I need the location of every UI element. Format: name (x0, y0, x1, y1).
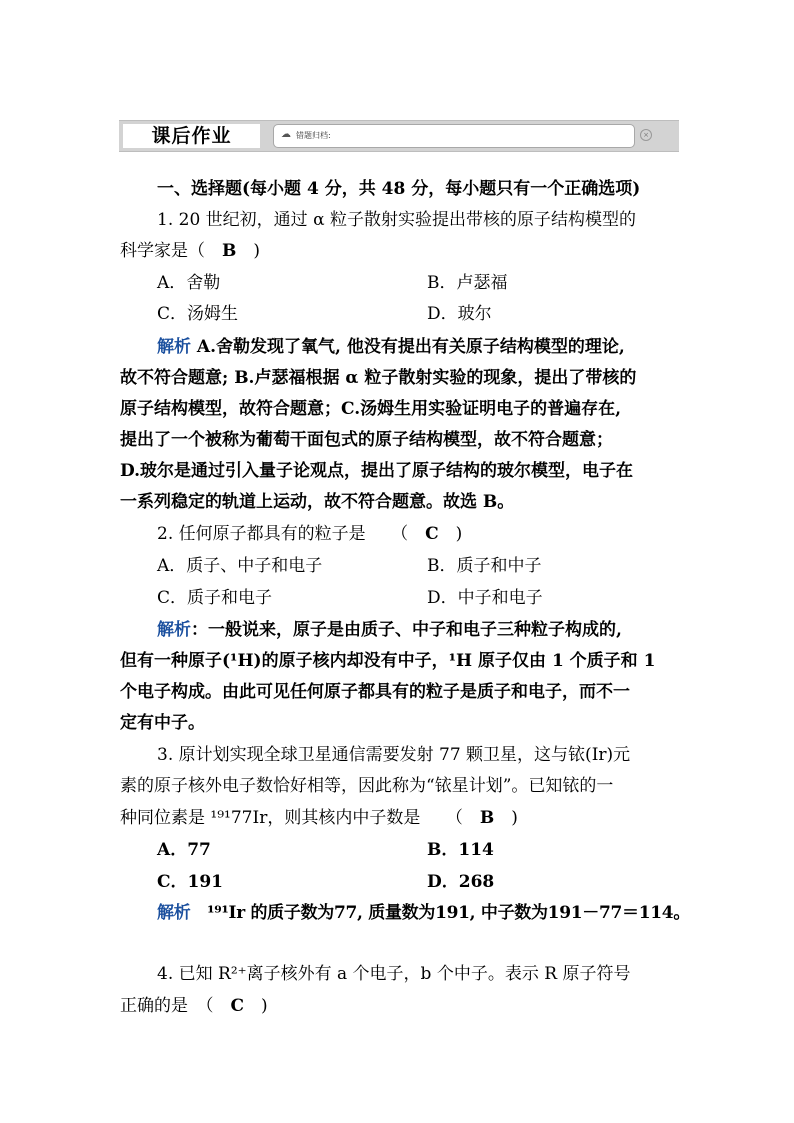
q3-stem-tail: 种同位素是 ¹⁹¹77Ir，则其核内中子数是 （ (120, 808, 480, 828)
section-heading: 一、选择题(每小题 4 分，共 48 分，每小题只有一个正确选项) (157, 179, 641, 199)
q1-option-b: B．卢瑟福 (427, 273, 508, 293)
q1-analysis-line-3: 原子结构模型，故符合题意；C.汤姆生用实验证明电子的普遍存在, (120, 399, 622, 419)
q2-close: ) (438, 524, 463, 544)
q2-analysis-line-2: 但有一种原子(¹H)的原子核内却没有中子，¹H 原子仅由 1 个质子和 1 (120, 651, 656, 671)
q1-analysis-line-4: 提出了一个被称为葡萄干面包式的原子结构模型，故不符合题意； (120, 430, 613, 450)
q2-option-b: B．质子和中子 (427, 556, 542, 576)
q3-answer: B (479, 808, 495, 828)
cloud-icon: ☁ (281, 129, 291, 140)
q3-option-c: C．191 (157, 872, 224, 892)
q2-line-1 (157, 522, 462, 546)
q1-close: ) (236, 241, 261, 261)
q1-analysis-label: 解析 (157, 337, 191, 357)
q2-option-a: A．质子、中子和电子 (157, 556, 323, 576)
q2-option-d: D．中子和电子 (427, 588, 543, 608)
q1-line-1: 1. 20 世纪初，通过 α 粒子散射实验提出带核的原子结构模型的 (157, 210, 636, 230)
q4-line-2 (120, 994, 268, 1018)
q3-line-1: 3. 原计划实现全球卫星通信需要发射 77 颗卫星，这与铱(Ir)元 (157, 745, 631, 765)
q1-option-d: D．玻尔 (427, 304, 492, 324)
q2-analysis-text-1: ：一般说来，原子是由质子、中子和电子三种粒子构成的, (191, 620, 622, 640)
q3-option-a: A．77 (157, 840, 211, 860)
q3-analysis-label: 解析 (157, 903, 191, 923)
q3-option-b: B．114 (427, 840, 494, 860)
q1-line-2 (120, 239, 260, 263)
q1-option-a: A．舍勒 (157, 273, 221, 293)
q2-analysis-line-1 (157, 618, 622, 642)
q1-answer: B (222, 241, 237, 261)
q4-answer: C (230, 996, 245, 1016)
q1-analysis-line-2: 故不符合题意; B.卢瑟福根据 α 粒子散射实验的现象，提出了带核的 (120, 368, 637, 388)
q2-stem: 2. 任何原子都具有的粒子是 （ (157, 524, 426, 544)
q1-option-c: C．汤姆生 (157, 304, 239, 324)
error-archive-input[interactable] (273, 124, 635, 148)
close-icon[interactable]: × (640, 129, 652, 141)
q4-line-1: 4. 已知 R²⁺离子核外有 a 个电子，b 个中子。表示 R 原子符号 (157, 964, 631, 984)
q2-option-c: C．质子和电子 (157, 588, 273, 608)
q2-answer: C (425, 524, 439, 544)
q2-analysis-line-3: 个电子构成。由此可见任何原子都具有的粒子是质子和电子，而不一 (120, 682, 630, 702)
q1-analysis-line-5: D.玻尔是通过引入量子论观点，提出了原子结构的玻尔模型，电子在 (120, 461, 634, 481)
q1-stem-tail: 科学家是（ (120, 241, 222, 261)
q3-close: ) (494, 808, 518, 828)
q4-stem-tail: 正确的是 （ (120, 996, 231, 1016)
q2-analysis-line-4: 定有中子。 (120, 713, 205, 733)
q3-line-2: 素的原子核外电子数恰好相等，因此称为“铱星计划”。已知铱的一 (120, 776, 614, 796)
banner-title: 课后作业 (123, 124, 260, 148)
error-archive-label: 错题归档: (296, 131, 331, 140)
q3-line-3 (120, 806, 518, 830)
q2-analysis-label: 解析 (157, 620, 191, 640)
q3-analysis-text-1: ¹⁹¹Ir 的质子数为77, 质量数为191, 中子数为191－77＝114。 (190, 903, 691, 923)
q1-analysis-line-6: 一系列稳定的轨道上运动，故不符合题意。故选 B。 (120, 492, 515, 512)
q3-analysis-line-1 (157, 901, 690, 925)
q1-analysis-line-1 (157, 335, 625, 359)
q1-analysis-text-1: A.舍勒发现了氧气, 他没有提出有关原子结构模型的理论, (191, 337, 625, 357)
q3-option-d: D．268 (427, 872, 495, 892)
q4-close: ) (244, 996, 268, 1016)
header-banner (119, 120, 679, 152)
